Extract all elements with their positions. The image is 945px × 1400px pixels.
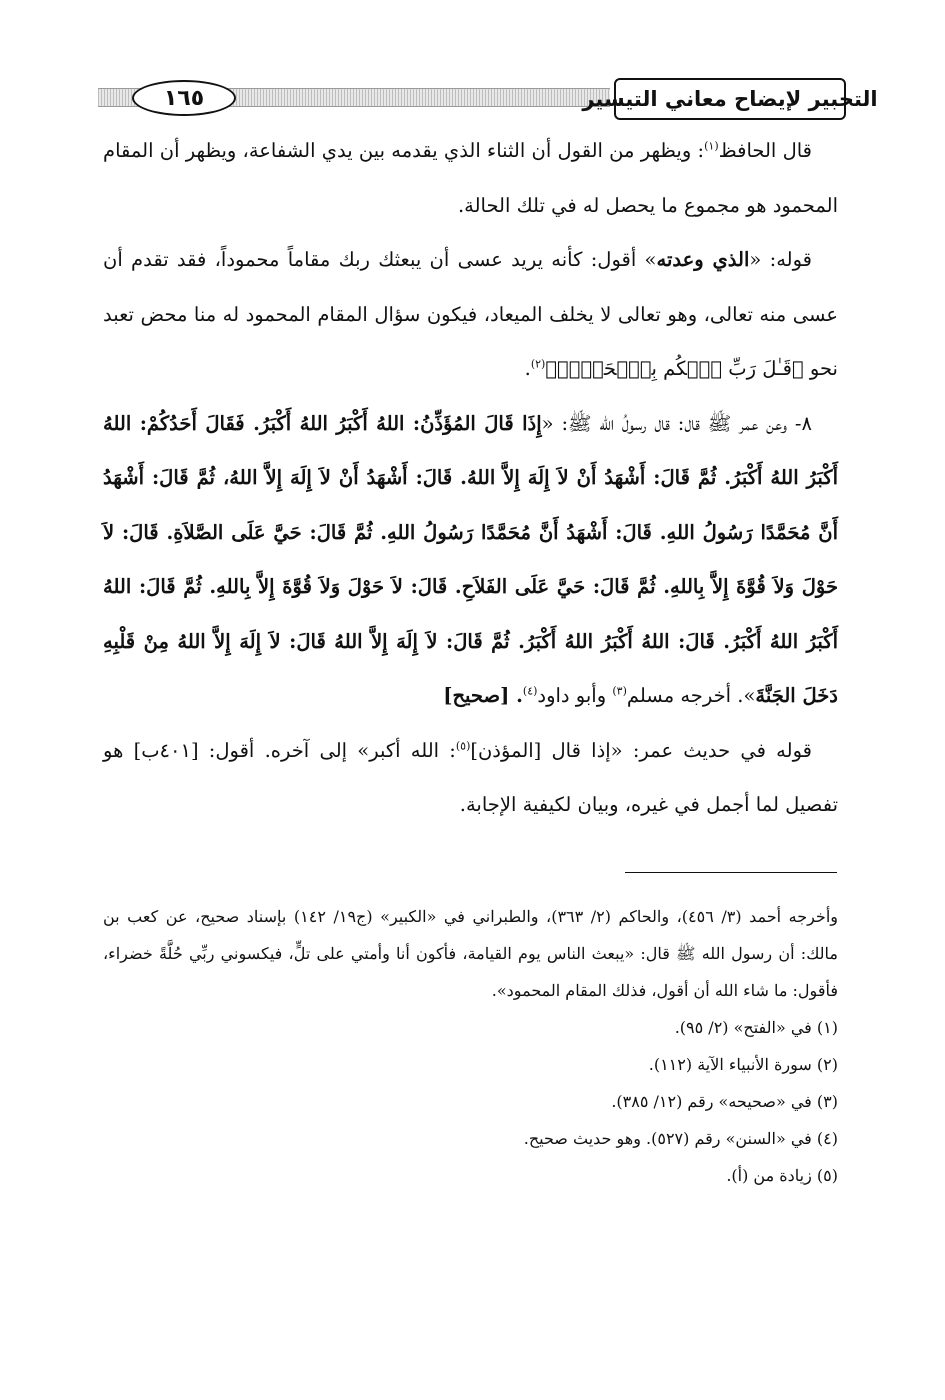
p2-text-c: . (524, 357, 531, 380)
p1-text-a: قال الحافظ (718, 139, 812, 162)
footnote-ref-4: (٤) (522, 684, 538, 698)
footnote-5: (٥) زيادة من (أ). (726, 1166, 838, 1185)
p2-quoted-phrase: الذي وعدته (656, 248, 750, 271)
footnote-1: (١) في «الفتح» (٢/ ٩٥). (674, 1018, 838, 1037)
p2-text-b: » أقول: كأنه يريد عسى أن يبعثك ربك مقاماً محموداً، فقد تقدم أن عسى منه تعالى، وهو تعالى لا يخلف الميعاد، فيكون سؤال المقام المحمود له منا محض تعبد نحو ﴿قَـٰلَ رَبِّ ٱحۡكُم بِٱلۡحَقِّۗ﴾ (103, 248, 838, 380)
p2-text-a: قوله: « (749, 248, 812, 271)
running-header (98, 78, 878, 128)
paragraph-4 (103, 724, 838, 833)
paragraph-3-hadith (103, 397, 838, 724)
footnote-separator (625, 872, 837, 873)
footnote-ref-3: (٣) (612, 684, 627, 698)
p4-text-b: : الله أكبر» إلى آخره. أقول: [٤٠١ب] هو تفصيل لما أجمل في غيره، وبيان لكيفية الإجابة. (103, 738, 838, 816)
footnote-ref-1: (١) (704, 139, 719, 153)
footnote-4: (٤) في «السنن» رقم (٥٢٧). وهو حديث صحيح. (523, 1129, 838, 1148)
header-title-frame (582, 78, 878, 120)
footnote-ref-5: (٥) (455, 739, 471, 752)
book-title: التحبير لإيضاح معاني التيسير (582, 87, 878, 111)
paragraph-2 (103, 233, 838, 397)
p4-text-a: قوله في حديث عمر: «إذا قال [المؤذن] (470, 738, 812, 762)
footnotes (103, 898, 838, 1194)
main-text (103, 124, 838, 833)
footnote-3: (٣) في «صحيحه» رقم (١٢/ ٣٨٥). (611, 1092, 838, 1111)
page-number-frame (132, 80, 236, 116)
hadith-source: ». أخرجه مسلم (626, 684, 756, 707)
footnote-2: (٢) سورة الأنبياء الآية (١١٢). (648, 1055, 838, 1074)
paragraph-1 (103, 124, 838, 233)
hadith-grade: . [صحيح] (443, 684, 523, 707)
footnote-continuation: وأخرجه أحمد (٣/ ٤٥٦)، والحاكم (٢/ ٣٦٣)، والطبراني في «الكبير» (ج١٩/ ١٤٢) بإسناد صحيح، عن كعب بن مالك: أن رسول الله ﷺ قال: «يبعث الناس يوم القيامة، فأكون أنا وأمتي على تلٍّ، فيكسوني ربِّي حُلَّةً خضراء، فأقول: ما شاء الله أن أقول، فذلك المقام المحمود». (103, 907, 838, 1000)
p1-text-b: : ويظهر من القول أن الثناء الذي يقدمه بين يدي الشفاعة، ويظهر أن المقام المحمود هو مجموع ما يحصل له في تلك الحالة. (103, 139, 838, 217)
hadith-source-2: وأبو داود (537, 684, 613, 707)
hadith-intro: ٨- وعن عمر ﷺ قال: قال رسولُ الله ﷺ: « (541, 411, 812, 435)
footnote-ref-2: (٢) (530, 357, 546, 371)
page-number: ١٦٥ (163, 85, 205, 111)
hadith-text: إِذَا قَالَ المُؤَذِّنُ: اللهُ أَكْبَرُ اللهُ أَكْبَرُ. فَقَالَ أَحَدُكُمْ: اللهُ أَكْبَرُ اللهُ أَكْبَرُ. ثُمَّ قَالَ: أَشْهَدُ أَنْ لاَ إِلَهَ إِلاَّ اللهُ. قَالَ: أَشْهَدُ أَنْ لاَ إِلَهَ إِلاَّ اللهُ، ثُمَّ قَالَ: أَشْهَدُ أَنَّ مُحَمَّدًا رَسُولُ اللهِ. قَالَ: أَشْهَدُ أَنَّ مُحَمَّدًا رَسُولُ اللهِ. ثُمَّ قَالَ: حَيَّ عَلَى الصَّلاَةِ. قَالَ: لاَ حَوْلَ وَلاَ قُوَّةَ إِلاَّ بِاللهِ. ثُمَّ قَالَ: حَيَّ عَلَى الفَلاَحِ. قَالَ: لاَ حَوْلَ وَلاَ قُوَّةَ إِلاَّ بِاللهِ. ثُمَّ قَالَ: اللهُ أَكْبَرُ اللهُ أَكْبَرُ. قَالَ: اللهُ أَكْبَرُ اللهُ أَكْبَرُ. ثُمَّ قَالَ: لاَ إِلَهَ إِلاَّ اللهُ قَالَ: لاَ إِلَهَ إِلاَّ اللهُ مِنْ قَلْبِهِ دَخَلَ الجَنَّةَ (103, 411, 838, 707)
